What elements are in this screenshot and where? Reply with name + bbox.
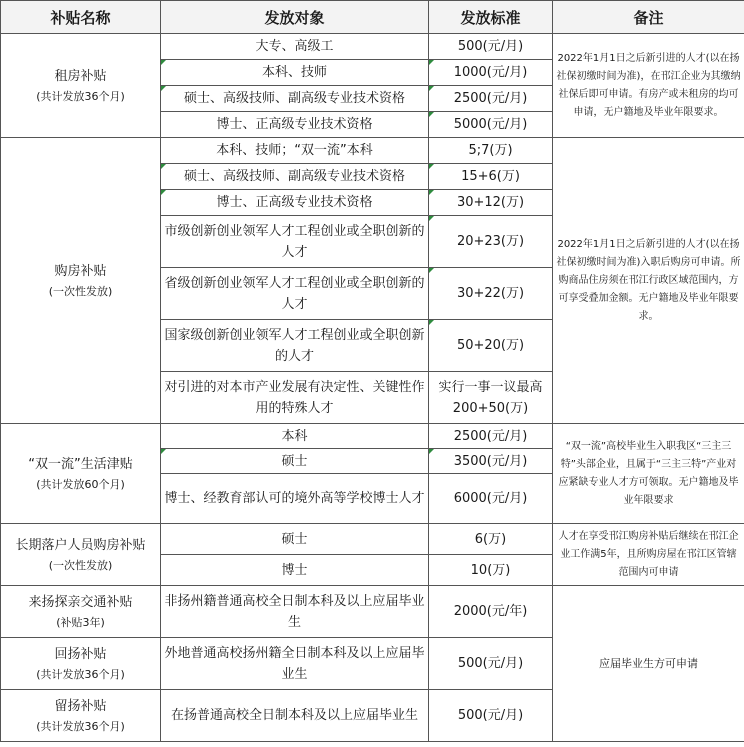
purchase-target-6: 对引进的对本市产业发展有决定性、关键性作用的特殊人才 (161, 372, 429, 424)
purchase-target-1: 硕士、高级技师、副高级专业技术资格 (161, 164, 429, 190)
rental-target-3: 博士、正高级专业技术资格 (161, 112, 429, 138)
return-category-cell (1, 638, 161, 690)
header-standard: 发放标准 (429, 1, 553, 34)
purchase-period: (一次性发放) (48, 284, 113, 298)
rental-standard-2: 2500(元/月) (429, 86, 553, 112)
settled-target-1: 博士 (161, 555, 429, 586)
visit-name: 来扬探亲交通补贴 (28, 594, 133, 610)
stay-name: 留扬补贴 (54, 698, 107, 714)
header-note: 备注 (553, 1, 744, 34)
purchase-standard-4: 30+22(万) (429, 268, 553, 320)
living-standard-1: 3500(元/月) (429, 449, 553, 474)
table-row (1, 586, 744, 638)
purchase-name: 购房补贴 (54, 263, 107, 279)
purchase-standard-6: 实行一事一议最高200+50(万) (429, 372, 553, 424)
purchase-standard-1: 15+6(万) (429, 164, 553, 190)
graduate-note: 应届毕业生方可申请 (553, 586, 744, 742)
living-note: “双一流”高校毕业生入职我区“三主三特”头部企业，且属于“三主三特”产业对应紧缺专业人才方可领取。无户籍地及毕业年限要求 (553, 424, 744, 524)
stay-target: 在扬普通高校全日制本科及以上应届毕业生 (161, 690, 429, 742)
settled-name: 长期落户人员购房补贴 (15, 537, 146, 553)
purchase-category-cell (1, 138, 161, 424)
stay-standard: 500(元/月) (429, 690, 553, 742)
purchase-target-2: 博士、正高级专业技术资格 (161, 190, 429, 216)
rental-standard-0: 500(元/月) (429, 34, 553, 60)
purchase-target-4: 省级创新创业领军人才工程创业或全职创新的人才 (161, 268, 429, 320)
header-row (1, 1, 744, 34)
visit-standard: 2000(元/年) (429, 586, 553, 638)
stay-period: (共计发放36个月) (36, 719, 125, 733)
settled-standard-0: 6(万) (429, 524, 553, 555)
rental-standard-1: 1000(元/月) (429, 60, 553, 86)
visit-category-cell (1, 586, 161, 638)
settled-standard-1: 10(万) (429, 555, 553, 586)
table-row (1, 138, 744, 164)
rental-target-2: 硕士、高级技师、副高级专业技术资格 (161, 86, 429, 112)
table-row (1, 424, 744, 449)
purchase-target-3: 市级创新创业领军人才工程创业或全职创新的人才 (161, 216, 429, 268)
return-period: (共计发放36个月) (36, 667, 125, 681)
rental-name: 租房补贴 (54, 68, 107, 84)
purchase-standard-3: 20+23(万) (429, 216, 553, 268)
header-category: 补贴名称 (1, 1, 161, 34)
living-period: (共计发放60个月) (36, 477, 125, 491)
purchase-target-0: 本科、技师；“双一流”本科 (161, 138, 429, 164)
rental-standard-3: 5000(元/月) (429, 112, 553, 138)
purchase-standard-2: 30+12(万) (429, 190, 553, 216)
living-name: “双一流”生活津贴 (28, 456, 133, 472)
purchase-standard-0: 5;7(万) (429, 138, 553, 164)
return-name: 回扬补贴 (54, 646, 107, 662)
rental-target-1: 本科、技师 (161, 60, 429, 86)
visit-period: (补贴3年) (56, 615, 105, 629)
header-target: 发放对象 (161, 1, 429, 34)
rental-category-cell (1, 34, 161, 138)
table-row (1, 34, 744, 60)
table-row (1, 524, 744, 555)
settled-target-0: 硕士 (161, 524, 429, 555)
purchase-note: 2022年1月1日之后新引进的人才(以在扬社保初缴时间为准)入职后购房可申请。所购商品住房须在邗江行政区域范围内，方可享受叠加金额。无户籍地及毕业年限要求。 (553, 138, 744, 424)
settled-category-cell (1, 524, 161, 586)
settled-period: (一次性发放) (48, 558, 113, 572)
rental-target-0: 大专、高级工 (161, 34, 429, 60)
living-target-2: 博士、经教育部认可的境外高等学校博士人才 (161, 474, 429, 524)
settled-note: 人才在享受邗江购房补贴后继续在邗江企业工作满5年，且所购房屋在邗江区管辖范围内可申请 (553, 524, 744, 586)
visit-target: 非扬州籍普通高校全日制本科及以上应届毕业生 (161, 586, 429, 638)
rental-period: (共计发放36个月) (36, 89, 125, 103)
living-target-0: 本科 (161, 424, 429, 449)
purchase-standard-5: 50+20(万) (429, 320, 553, 372)
return-target: 外地普通高校扬州籍全日制本科及以上应届毕业生 (161, 638, 429, 690)
purchase-target-5: 国家级创新创业领军人才工程创业或全职创新的人才 (161, 320, 429, 372)
living-standard-0: 2500(元/月) (429, 424, 553, 449)
living-standard-2: 6000(元/月) (429, 474, 553, 524)
stay-category-cell (1, 690, 161, 742)
rental-note: 2022年1月1日之后新引进的人才(以在扬社保初缴时间为准)，在邗江企业为其缴纳社保后即可申请。有房产或未租房的均可申请，无户籍地及毕业年限要求。 (553, 34, 744, 138)
living-target-1: 硕士 (161, 449, 429, 474)
return-standard: 500(元/月) (429, 638, 553, 690)
living-category-cell (1, 424, 161, 524)
